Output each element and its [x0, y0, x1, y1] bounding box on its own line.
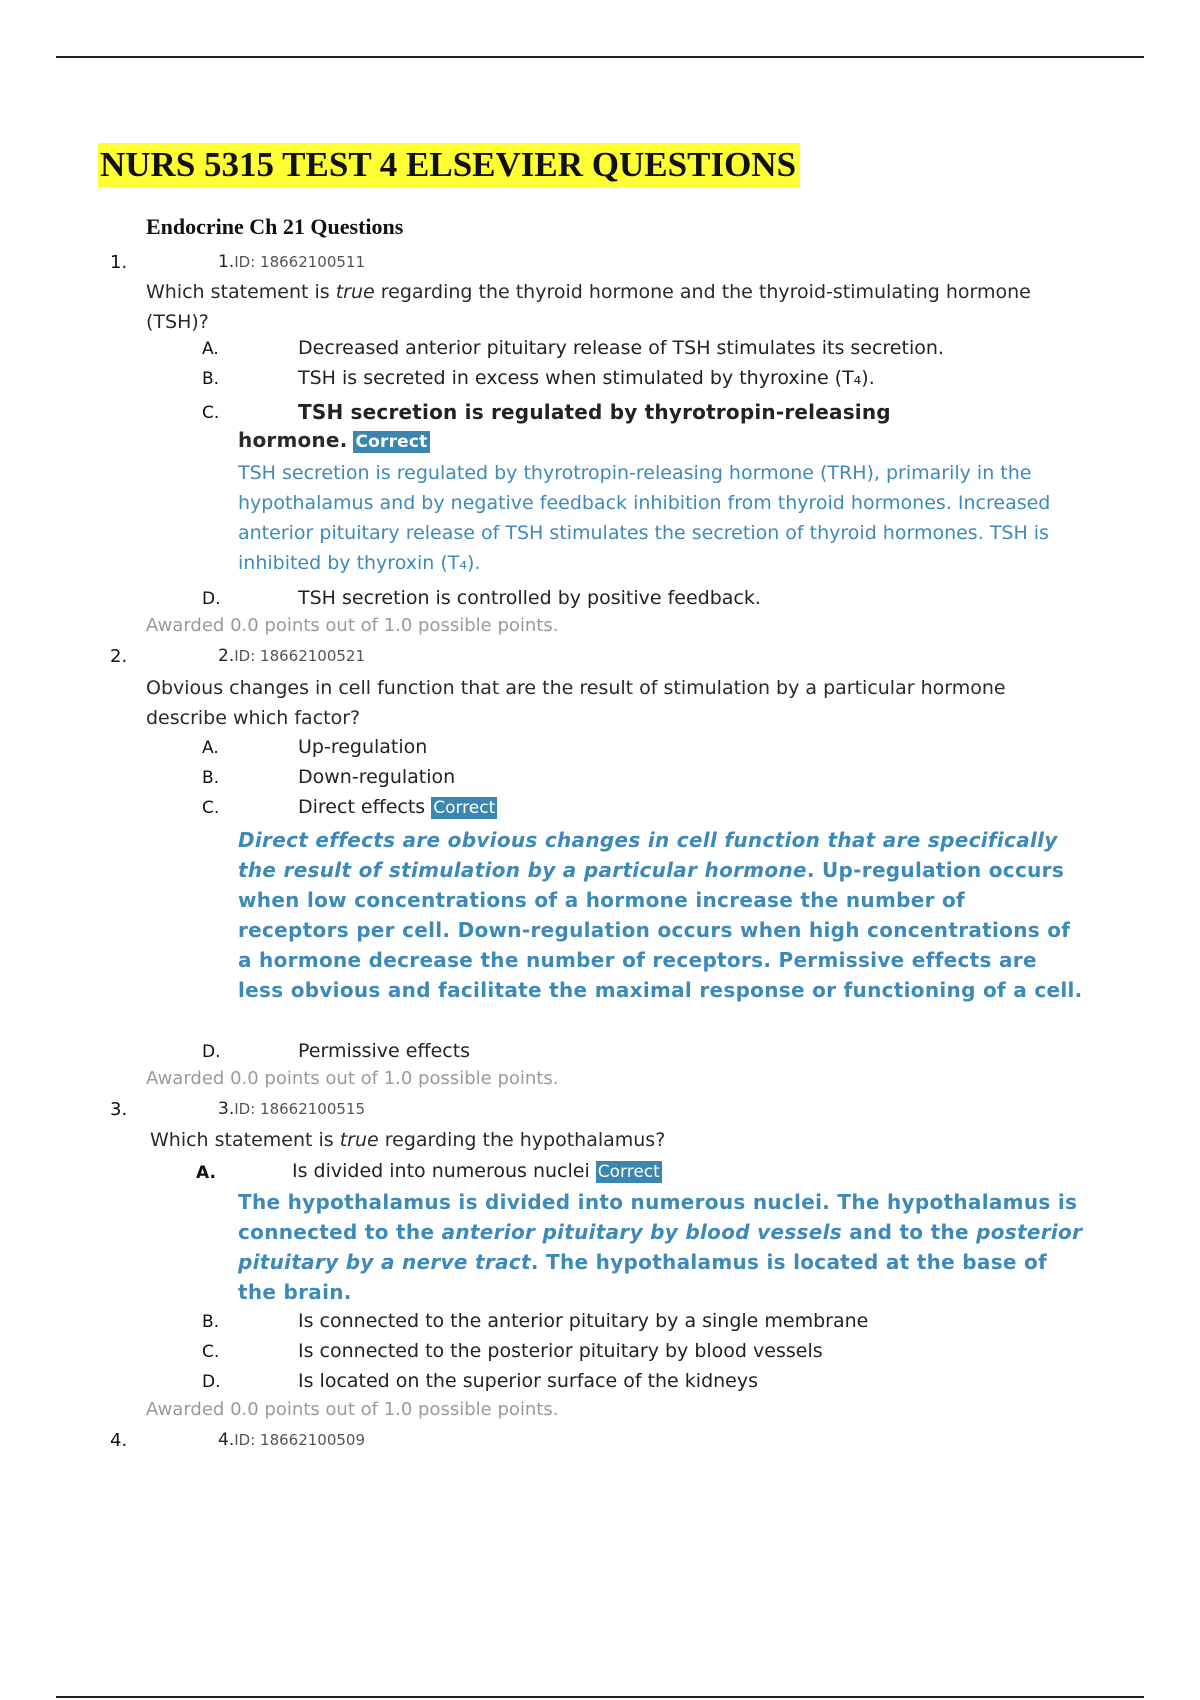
- option-letter: A.: [202, 339, 219, 359]
- question-number: 1.: [110, 252, 128, 273]
- option-text-correct-cont: hormone. Correct: [238, 428, 428, 452]
- option-text: TSH secretion is controlled by positive feedback.: [298, 587, 761, 609]
- question-number: 3.: [110, 1099, 128, 1120]
- option-text-correct: Direct effects Correct: [298, 796, 496, 818]
- option-letter: C.: [202, 403, 220, 423]
- option-letter: A.: [202, 738, 219, 758]
- awarded-points: Awarded 0.0 points out of 1.0 possible points.: [146, 1068, 559, 1089]
- option-text: Up-regulation: [298, 736, 428, 758]
- option-text: Is connected to the anterior pituitary by a single membrane: [298, 1310, 869, 1332]
- correct-badge: Correct: [597, 1162, 660, 1182]
- question-id: 4.ID: 18662100509: [218, 1430, 366, 1450]
- option-letter: B.: [202, 768, 220, 788]
- rationale: Direct effects are obvious changes in cell function that are specifically the result of stimulation by a particular hormone. Up-regulation occurs when low concentrations of a hormone increase the number of receptors per cell. Down-regulation occurs when high concentrations of a hormone decrease the number of receptors. Permissive effects are less obvious and facilitate the maximal response or functioning of a cell.: [238, 828, 1083, 1002]
- question-stem: Obvious changes in cell function that are the result of stimulation by a particular hormone describe which factor?: [146, 677, 1006, 729]
- correct-badge: Correct: [355, 432, 428, 452]
- option-letter: D.: [202, 1042, 221, 1062]
- option-letter: B.: [202, 369, 220, 389]
- section-heading: Endocrine Ch 21 Questions: [146, 214, 404, 239]
- option-text-correct: Is divided into numerous nuclei Correct: [292, 1160, 660, 1182]
- option-letter: D.: [202, 1372, 221, 1392]
- top-rule: [56, 56, 1144, 58]
- option-text: Is connected to the posterior pituitary by blood vessels: [298, 1340, 823, 1362]
- question-stem: Which statement is true regarding the thyroid hormone and the thyroid-stimulating hormone (TSH)?: [146, 281, 1031, 333]
- option-letter: A.: [196, 1163, 216, 1183]
- correct-badge: Correct: [433, 798, 496, 818]
- question-stem: Which statement is true regarding the hypothalamus?: [150, 1129, 666, 1151]
- rationale: The hypothalamus is divided into numerous nuclei. The hypothalamus is connected to the anterior pituitary by blood vessels and to the posterior pituitary by a nerve tract. The hypothalamus is located at the base of the brain.: [238, 1190, 1083, 1304]
- question-id: 3.ID: 18662100515: [218, 1099, 366, 1119]
- option-letter: B.: [202, 1312, 220, 1332]
- awarded-points: Awarded 0.0 points out of 1.0 possible points.: [146, 615, 559, 636]
- option-text: TSH is secreted in excess when stimulated by thyroxine (T₄).: [298, 367, 875, 389]
- page-title: NURS 5315 TEST 4 ELSEVIER QUESTIONS: [98, 143, 800, 187]
- bottom-rule: [56, 1696, 1144, 1698]
- question-id: 1.ID: 18662100511: [218, 252, 366, 272]
- option-text-correct: TSH secretion is regulated by thyrotropin-releasing: [298, 400, 891, 424]
- question-number: 4.: [110, 1430, 128, 1451]
- option-text: Is located on the superior surface of the kidneys: [298, 1370, 759, 1392]
- option-text: Permissive effects: [298, 1040, 471, 1062]
- rationale: TSH secretion is regulated by thyrotropin-releasing hormone (TRH), primarily in the hypothalamus and by negative feedback inhibition from thyroid hormones. Increased anterior pituitary release of TSH stimulates the secretion of thyroid hormones. TSH is inhibited by thyroxin (T₄).: [238, 462, 1051, 574]
- option-letter: D.: [202, 589, 221, 609]
- option-letter: C.: [202, 798, 220, 818]
- option-text: Decreased anterior pituitary release of TSH stimulates its secretion.: [298, 337, 944, 359]
- option-letter: C.: [202, 1342, 220, 1362]
- awarded-points: Awarded 0.0 points out of 1.0 possible points.: [146, 1399, 559, 1420]
- question-number: 2.: [110, 646, 128, 667]
- question-id: 2.ID: 18662100521: [218, 646, 366, 666]
- option-text: Down-regulation: [298, 766, 456, 788]
